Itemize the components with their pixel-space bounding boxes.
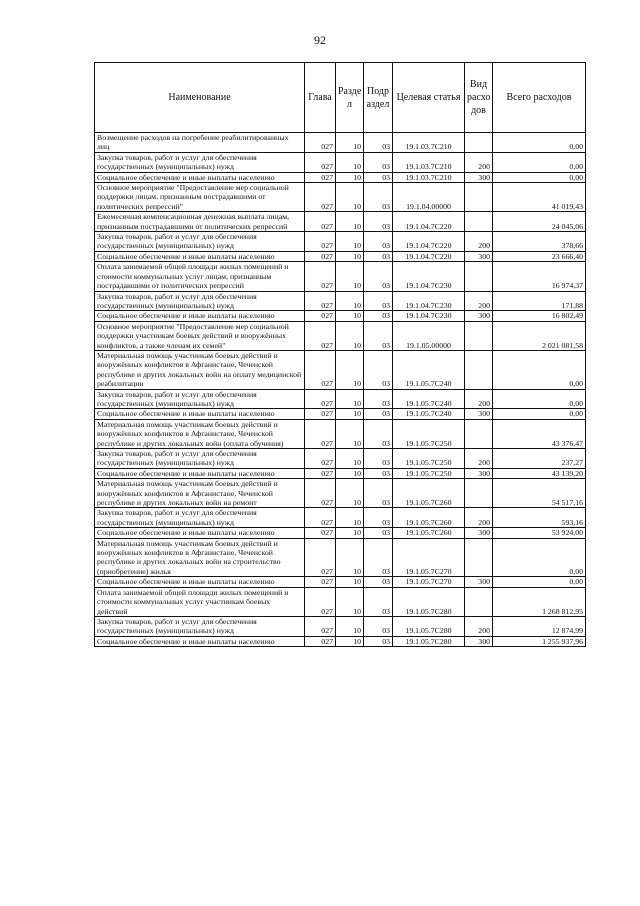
table-row [95, 152, 586, 172]
cell-target-article: 19.1.05.7С260 [393, 528, 465, 538]
cell-total: 237,27 [493, 449, 586, 469]
cell-section: 10 [336, 508, 364, 528]
table-row [95, 587, 586, 616]
cell-section: 10 [336, 538, 364, 577]
cell-expense-type: 200 [465, 389, 493, 409]
cell-chapter: 027 [305, 212, 336, 232]
cell-target-article: 19.1.05.00000 [393, 321, 465, 350]
cell-target-article: 19.1.05.7С240 [393, 409, 465, 419]
cell-total: 0,00 [493, 152, 586, 172]
cell-expense-type [465, 212, 493, 232]
cell-total: 43 376,47 [493, 419, 586, 448]
table-row [95, 183, 586, 212]
page-number: 92 [314, 33, 326, 47]
cell-name: Материальная помощь участникам боевых действий и вооружённых конфликтов в Афганистане, Чеченской республике и других локальных войн (оплата обучения) [95, 419, 305, 448]
table-row [95, 251, 586, 261]
cell-section: 10 [336, 133, 364, 153]
cell-target-article: 19.1.05.7С240 [393, 389, 465, 409]
cell-chapter: 027 [305, 251, 336, 261]
cell-name: Социальное обеспечение и иные выплаты населению [95, 251, 305, 261]
cell-total: 0,00 [493, 389, 586, 409]
cell-expense-type [465, 350, 493, 389]
cell-expense-type: 300 [465, 636, 493, 646]
cell-expense-type [465, 133, 493, 153]
cell-expense-type: 200 [465, 508, 493, 528]
cell-section: 10 [336, 468, 364, 478]
cell-name: Материальная помощь участникам боевых действий и вооружённых конфликтов в Афганистане, Чеченской республике и других локальных войн на строительство (приобретение) жилья [95, 538, 305, 577]
cell-chapter: 027 [305, 479, 336, 508]
cell-subsection: 03 [364, 587, 393, 616]
cell-section: 10 [336, 616, 364, 636]
cell-section: 10 [336, 528, 364, 538]
cell-name: Закупка товаров, работ и услуг для обеспечения государственных (муниципальных) нужд [95, 152, 305, 172]
cell-expense-type [465, 262, 493, 291]
table-row [95, 212, 586, 232]
cell-target-article: 19.1.05.7С270 [393, 577, 465, 587]
table-row [95, 350, 586, 389]
cell-total: 378,66 [493, 232, 586, 252]
cell-expense-type: 200 [465, 291, 493, 311]
cell-total: 23 666,40 [493, 251, 586, 261]
cell-chapter: 027 [305, 321, 336, 350]
table-row [95, 419, 586, 448]
cell-name: Материальная помощь участникам боевых действий и вооружённых конфликтов в Афганистане, Чеченской республике и других локальных войн на ремонт [95, 479, 305, 508]
cell-chapter: 027 [305, 577, 336, 587]
cell-subsection: 03 [364, 538, 393, 577]
cell-total: 16 802,49 [493, 311, 586, 321]
cell-expense-type: 300 [465, 577, 493, 587]
table-row [95, 133, 586, 153]
cell-name: Социальное обеспечение и иные выплаты населению [95, 636, 305, 646]
cell-subsection: 03 [364, 152, 393, 172]
cell-subsection: 03 [364, 262, 393, 291]
cell-total: 593,16 [493, 508, 586, 528]
cell-target-article: 19.1.03.7С210 [393, 133, 465, 153]
cell-expense-type [465, 183, 493, 212]
table-header-row [95, 63, 586, 133]
cell-chapter: 027 [305, 311, 336, 321]
cell-expense-type: 300 [465, 251, 493, 261]
cell-target-article: 19.1.05.7С280 [393, 636, 465, 646]
cell-total: 0,00 [493, 538, 586, 577]
cell-target-article: 19.1.04.7С230 [393, 311, 465, 321]
table-row [95, 538, 586, 577]
table-row [95, 321, 586, 350]
cell-section: 10 [336, 587, 364, 616]
cell-section: 10 [336, 636, 364, 646]
cell-subsection: 03 [364, 528, 393, 538]
table-row [95, 468, 586, 478]
table-row [95, 172, 586, 182]
header-expense-type: Вид расхо дов [465, 63, 493, 133]
cell-subsection: 03 [364, 636, 393, 646]
cell-section: 10 [336, 577, 364, 587]
cell-target-article: 19.1.04.7С220 [393, 212, 465, 232]
cell-subsection: 03 [364, 311, 393, 321]
cell-subsection: 03 [364, 468, 393, 478]
cell-expense-type: 300 [465, 528, 493, 538]
cell-section: 10 [336, 409, 364, 419]
cell-subsection: 03 [364, 183, 393, 212]
cell-expense-type: 300 [465, 409, 493, 419]
table-row [95, 508, 586, 528]
cell-name: Социальное обеспечение и иные выплаты населению [95, 311, 305, 321]
cell-expense-type: 200 [465, 449, 493, 469]
cell-chapter: 027 [305, 587, 336, 616]
cell-section: 10 [336, 479, 364, 508]
cell-target-article: 19.1.03.7С210 [393, 152, 465, 172]
cell-subsection: 03 [364, 133, 393, 153]
cell-subsection: 03 [364, 389, 393, 409]
table-row [95, 616, 586, 636]
cell-expense-type: 200 [465, 232, 493, 252]
cell-name: Закупка товаров, работ и услуг для обеспечения государственных (муниципальных) нужд [95, 232, 305, 252]
cell-chapter: 027 [305, 616, 336, 636]
cell-section: 10 [336, 183, 364, 212]
cell-section: 10 [336, 350, 364, 389]
cell-subsection: 03 [364, 419, 393, 448]
cell-target-article: 19.1.05.7С250 [393, 468, 465, 478]
cell-target-article: 19.1.05.7С250 [393, 449, 465, 469]
cell-name: Закупка товаров, работ и услуг для обеспечения государственных (муниципальных) нужд [95, 291, 305, 311]
cell-name: Закупка товаров, работ и услуг для обеспечения государственных (муниципальных) нужд [95, 616, 305, 636]
cell-section: 10 [336, 262, 364, 291]
cell-name: Возмещение расходов на погребение реабилитированных лиц [95, 133, 305, 153]
cell-chapter: 027 [305, 449, 336, 469]
cell-total: 171,88 [493, 291, 586, 311]
header-chapter: Глава [305, 63, 336, 133]
cell-chapter: 027 [305, 538, 336, 577]
cell-target-article: 19.1.04.00000 [393, 183, 465, 212]
cell-subsection: 03 [364, 321, 393, 350]
table-row [95, 479, 586, 508]
cell-chapter: 027 [305, 183, 336, 212]
cell-expense-type: 200 [465, 616, 493, 636]
cell-name: Социальное обеспечение и иные выплаты населению [95, 172, 305, 182]
cell-total: 16 974,37 [493, 262, 586, 291]
cell-total: 0,00 [493, 172, 586, 182]
cell-section: 10 [336, 291, 364, 311]
cell-subsection: 03 [364, 409, 393, 419]
cell-total: 1 255 937,96 [493, 636, 586, 646]
cell-chapter: 027 [305, 409, 336, 419]
cell-section: 10 [336, 251, 364, 261]
cell-target-article: 19.1.05.7С270 [393, 538, 465, 577]
cell-expense-type [465, 419, 493, 448]
cell-section: 10 [336, 449, 364, 469]
table-row [95, 262, 586, 291]
cell-subsection: 03 [364, 291, 393, 311]
cell-chapter: 027 [305, 262, 336, 291]
cell-subsection: 03 [364, 479, 393, 508]
cell-name: Оплата занимаемой общей площади жилых помещений и стоимости коммунальных услуг участникам боевых действий [95, 587, 305, 616]
cell-name: Материальная помощь участникам боевых действий и вооружённых конфликтов в Афганистане, Чеченской республике и других локальных войн на оплату медицинской реабилитации [95, 350, 305, 389]
table-row [95, 291, 586, 311]
cell-subsection: 03 [364, 616, 393, 636]
cell-subsection: 03 [364, 212, 393, 232]
cell-section: 10 [336, 389, 364, 409]
table-row [95, 449, 586, 469]
cell-name: Социальное обеспечение и иные выплаты населению [95, 577, 305, 587]
cell-chapter: 027 [305, 172, 336, 182]
cell-total: 24 045,06 [493, 212, 586, 232]
cell-total: 2 021 081,58 [493, 321, 586, 350]
table-row [95, 389, 586, 409]
cell-target-article: 19.1.04.7С230 [393, 291, 465, 311]
cell-subsection: 03 [364, 251, 393, 261]
header-total: Всего расходов [493, 63, 586, 133]
cell-name: Основное мероприятие "Предоставление мер социальной поддержки лицам, признанным пострадавшими от политических репрессий" [95, 183, 305, 212]
cell-target-article: 19.1.03.7С210 [393, 172, 465, 182]
cell-subsection: 03 [364, 232, 393, 252]
cell-name: Основное мероприятие "Предоставление мер социальной поддержки участникам боевых действий и вооружённых конфликтов, а также членам их семей" [95, 321, 305, 350]
cell-total: 12 874,99 [493, 616, 586, 636]
cell-name: Социальное обеспечение и иные выплаты населению [95, 528, 305, 538]
cell-total: 53 924,00 [493, 528, 586, 538]
cell-target-article: 19.1.05.7С240 [393, 350, 465, 389]
cell-chapter: 027 [305, 291, 336, 311]
cell-chapter: 027 [305, 419, 336, 448]
cell-section: 10 [336, 232, 364, 252]
cell-chapter: 027 [305, 389, 336, 409]
cell-section: 10 [336, 172, 364, 182]
cell-chapter: 027 [305, 133, 336, 153]
cell-expense-type: 200 [465, 152, 493, 172]
cell-expense-type: 300 [465, 172, 493, 182]
cell-subsection: 03 [364, 449, 393, 469]
cell-total: 0,00 [493, 409, 586, 419]
table-row [95, 232, 586, 252]
table-row [95, 311, 586, 321]
header-section: Разде л [336, 63, 364, 133]
cell-section: 10 [336, 419, 364, 448]
cell-target-article: 19.1.05.7С250 [393, 419, 465, 448]
table-body [95, 133, 586, 647]
header-name: Наименование [95, 63, 305, 133]
cell-section: 10 [336, 152, 364, 172]
table-row [95, 409, 586, 419]
cell-expense-type [465, 479, 493, 508]
cell-target-article: 19.1.05.7С260 [393, 479, 465, 508]
cell-section: 10 [336, 212, 364, 232]
cell-subsection: 03 [364, 172, 393, 182]
header-target-article: Целевая статья [393, 63, 465, 133]
cell-name: Ежемесячная компенсационная денежная выплата лицам, признанным пострадавшими от политических репрессий [95, 212, 305, 232]
cell-total: 0,00 [493, 577, 586, 587]
header-subsection: Подр аздел [364, 63, 393, 133]
cell-total: 43 139,20 [493, 468, 586, 478]
cell-total: 1 268 812,95 [493, 587, 586, 616]
cell-chapter: 027 [305, 152, 336, 172]
cell-total: 54 517,16 [493, 479, 586, 508]
table-row [95, 577, 586, 587]
cell-chapter: 027 [305, 508, 336, 528]
cell-section: 10 [336, 321, 364, 350]
cell-target-article: 19.1.04.7С220 [393, 232, 465, 252]
cell-name: Оплата занимаемой общей площади жилых помещений и стоимости коммунальных услуг лицам, признанным пострадавшими от политических репрессий [95, 262, 305, 291]
cell-target-article: 19.1.04.7С230 [393, 262, 465, 291]
cell-chapter: 027 [305, 636, 336, 646]
budget-table [94, 62, 586, 647]
cell-target-article: 19.1.04.7С220 [393, 251, 465, 261]
cell-target-article: 19.1.05.7С280 [393, 616, 465, 636]
cell-chapter: 027 [305, 350, 336, 389]
cell-expense-type: 300 [465, 468, 493, 478]
cell-expense-type [465, 587, 493, 616]
cell-name: Социальное обеспечение и иные выплаты населению [95, 468, 305, 478]
cell-name: Закупка товаров, работ и услуг для обеспечения государственных (муниципальных) нужд [95, 389, 305, 409]
cell-total: 0,00 [493, 133, 586, 153]
cell-target-article: 19.1.05.7С260 [393, 508, 465, 528]
cell-subsection: 03 [364, 350, 393, 389]
cell-name: Закупка товаров, работ и услуг для обеспечения государственных (муниципальных) нужд [95, 508, 305, 528]
cell-chapter: 027 [305, 232, 336, 252]
cell-target-article: 19.1.05.7С280 [393, 587, 465, 616]
cell-name: Социальное обеспечение и иные выплаты населению [95, 409, 305, 419]
table-row [95, 636, 586, 646]
cell-chapter: 027 [305, 528, 336, 538]
cell-chapter: 027 [305, 468, 336, 478]
cell-subsection: 03 [364, 508, 393, 528]
cell-expense-type [465, 538, 493, 577]
cell-name: Закупка товаров, работ и услуг для обеспечения государственных (муниципальных) нужд [95, 449, 305, 469]
cell-expense-type [465, 321, 493, 350]
cell-subsection: 03 [364, 577, 393, 587]
table-row [95, 528, 586, 538]
cell-total: 41 019,43 [493, 183, 586, 212]
cell-section: 10 [336, 311, 364, 321]
cell-expense-type: 300 [465, 311, 493, 321]
cell-total: 0,00 [493, 350, 586, 389]
